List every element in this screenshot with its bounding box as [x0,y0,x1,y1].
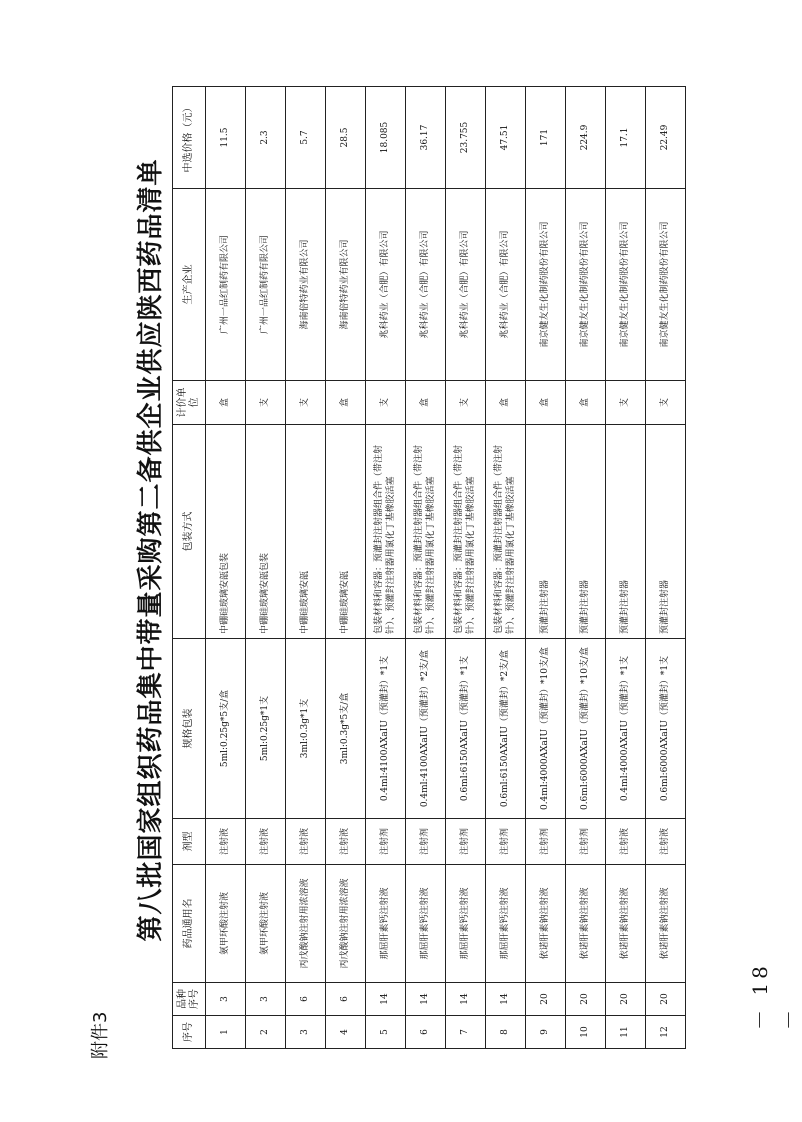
table-row [326,87,366,1049]
col-spec-package: 0.4ml:4000AXaIU（预灌封）*1支 [606,639,646,819]
col-drug-name: 依诺肝素钠注射液 [646,865,686,983]
header-col-index: 序号 [173,1016,206,1049]
col-packaging-method: 中硼硅玻璃安瓿包装 [246,425,286,639]
col-index: 9 [526,1016,566,1049]
col-dosage-form: 注射液 [326,819,366,865]
col-manufacturer: 兆科药业（合肥）有限公司 [486,189,526,381]
col-packaging-method: 预灌封注射器 [646,425,686,639]
col-spec-package: 0.6ml:6000AXaIU（预灌封）*10支/盒 [566,639,606,819]
col-manufacturer: 南京健友生化制药股份有限公司 [526,189,566,381]
col-price: 11.5 [206,87,246,189]
table-row [526,87,566,1049]
col-dosage-form: 注射剂 [486,819,526,865]
col-variety-index: 20 [646,983,686,1016]
col-drug-name: 依诺肝素钠注射液 [526,865,566,983]
col-price: 224.9 [566,87,606,189]
col-drug-name: 丙戊酸钠注射用浓溶液 [286,865,326,983]
col-index: 10 [566,1016,606,1049]
col-dosage-form: 注射液 [206,819,246,865]
col-dosage-form: 注射剂 [406,819,446,865]
col-manufacturer: 南京健友生化制药股份有限公司 [646,189,686,381]
col-pricing-unit: 支 [286,381,326,425]
col-dosage-form: 注射剂 [446,819,486,865]
col-variety-index: 6 [326,983,366,1016]
col-packaging-method: 包装材料和容器：预灌封注射器组合件（带注射针）、预灌封注射器用氯化丁基橡胶活塞 [486,425,526,639]
header-col-variety-index: 品种序号 [173,983,206,1016]
col-price: 36.17 [406,87,446,189]
col-variety-index: 14 [406,983,446,1016]
header-col-packaging-method: 包装方式 [173,425,206,639]
table-row [566,87,606,1049]
col-variety-index: 3 [246,983,286,1016]
col-price: 2.3 [246,87,286,189]
col-packaging-method: 中硼硅玻璃安瓿 [286,425,326,639]
col-manufacturer: 南京健友生化制药股份有限公司 [566,189,606,381]
col-index: 8 [486,1016,526,1049]
col-price: 5.7 [286,87,326,189]
table-body [206,87,686,1049]
col-drug-name: 氨甲环酸注射液 [246,865,286,983]
col-index: 6 [406,1016,446,1049]
col-spec-package: 0.4ml:4100AXaIU（预灌封）*2支/盒 [406,639,446,819]
col-drug-name: 依诺肝素钠注射液 [606,865,646,983]
col-index: 11 [606,1016,646,1049]
col-spec-package: 0.6ml:6000AXaIU（预灌封）*1支 [646,639,686,819]
col-spec-package: 3ml:0.3g*1支 [286,639,326,819]
col-price: 22.49 [646,87,686,189]
col-dosage-form: 注射液 [606,819,646,865]
col-manufacturer: 广州一品红制药有限公司 [246,189,286,381]
table-row [646,87,686,1049]
col-index: 3 [286,1016,326,1049]
col-variety-index: 14 [366,983,406,1016]
col-variety-index: 20 [606,983,646,1016]
col-price: 171 [526,87,566,189]
col-spec-package: 3ml:0.3g*5支/盒 [326,639,366,819]
col-spec-package: 0.6ml:6150AXaIU（预灌封）*2支/盒 [486,639,526,819]
col-manufacturer: 兆科药业（合肥）有限公司 [406,189,446,381]
col-manufacturer: 海南倍特药业有限公司 [286,189,326,381]
col-manufacturer: 广州一品红制药有限公司 [206,189,246,381]
col-price: 23.755 [446,87,486,189]
col-price: 28.5 [326,87,366,189]
header-col-dosage-form: 剂型 [173,819,206,865]
header-col-drug-name: 药品通用名 [173,865,206,983]
col-price: 18.085 [366,87,406,189]
col-dosage-form: 注射剂 [526,819,566,865]
col-pricing-unit: 盒 [406,381,446,425]
col-drug-name: 那屈肝素钙注射液 [446,865,486,983]
col-packaging-method: 包装材料和容器：预灌封注射器组合件（带注射针）、预灌封注射器用氯化丁基橡胶活塞 [406,425,446,639]
col-manufacturer: 海南倍特药业有限公司 [326,189,366,381]
col-variety-index: 6 [286,983,326,1016]
col-manufacturer: 兆科药业（合肥）有限公司 [366,189,406,381]
col-drug-name: 氨甲环酸注射液 [206,865,246,983]
col-dosage-form: 注射液 [646,819,686,865]
document-title: 第八批国家组织药品集中带量采购第二备供企业供应陕西药品清单 [136,158,166,942]
table-row [606,87,646,1049]
col-packaging-method: 预灌封注射器 [566,425,606,639]
col-pricing-unit: 盒 [326,381,366,425]
col-dosage-form: 注射剂 [366,819,406,865]
col-packaging-method: 预灌封注射器 [526,425,566,639]
col-drug-name: 那屈肝素钙注射液 [486,865,526,983]
col-index: 5 [366,1016,406,1049]
col-packaging-method: 包装材料和容器：预灌封注射器组合件（带注射针）、预灌封注射器用氯化丁基橡胶活塞 [366,425,406,639]
col-pricing-unit: 支 [646,381,686,425]
col-manufacturer: 兆科药业（合肥）有限公司 [446,189,486,381]
col-drug-name: 那屈肝素钙注射液 [406,865,446,983]
col-pricing-unit: 盒 [566,381,606,425]
header-col-price: 中选价格（元） [173,87,206,189]
col-variety-index: 20 [566,983,606,1016]
col-drug-name: 依诺肝素钠注射液 [566,865,606,983]
col-pricing-unit: 支 [606,381,646,425]
col-price: 17.1 [606,87,646,189]
col-spec-package: 0.4ml:4000AXaIU（预灌封）*10支/盒 [526,639,566,819]
page-number: － 18 － [748,962,801,1030]
col-pricing-unit: 盒 [486,381,526,425]
table-row [286,87,326,1049]
col-spec-package: 0.6ml:6150AXaIU（预灌封）*1支 [446,639,486,819]
col-pricing-unit: 支 [366,381,406,425]
col-pricing-unit: 盒 [206,381,246,425]
table-row [206,87,246,1049]
table-row [246,87,286,1049]
header-col-manufacturer: 生产企业 [173,189,206,381]
col-spec-package: 5ml:0.25g*1支 [246,639,286,819]
col-index: 12 [646,1016,686,1049]
drug-list-table [172,86,686,1049]
col-spec-package: 0.4ml:4100AXaIU（预灌封）*1支 [366,639,406,819]
col-pricing-unit: 支 [246,381,286,425]
col-packaging-method: 预灌封注射器 [606,425,646,639]
col-price: 47.51 [486,87,526,189]
table-row [406,87,446,1049]
col-packaging-method: 包装材料和容器：预灌封注射器组合件（带注射针）、预灌封注射器用氯化丁基橡胶活塞 [446,425,486,639]
col-dosage-form: 注射液 [246,819,286,865]
col-index: 7 [446,1016,486,1049]
col-packaging-method: 中硼硅玻璃安瓿 [326,425,366,639]
col-index: 4 [326,1016,366,1049]
col-variety-index: 14 [446,983,486,1016]
col-pricing-unit: 支 [446,381,486,425]
col-index: 1 [206,1016,246,1049]
col-variety-index: 3 [206,983,246,1016]
col-dosage-form: 注射剂 [566,819,606,865]
table-row [366,87,406,1049]
col-packaging-method: 中硼硅玻璃安瓿包装 [206,425,246,639]
col-variety-index: 14 [486,983,526,1016]
col-spec-package: 5ml:0.25g*5支/盒 [206,639,246,819]
table-row [486,87,526,1049]
col-drug-name: 那屈肝素钙注射液 [366,865,406,983]
header-col-pricing-unit: 计价单位 [173,381,206,425]
col-dosage-form: 注射液 [286,819,326,865]
col-manufacturer: 南京健友生化制药股份有限公司 [606,189,646,381]
col-index: 2 [246,1016,286,1049]
col-pricing-unit: 盒 [526,381,566,425]
attachment-label: 附件3 [90,1011,111,1059]
header-col-spec-package: 规格包装 [173,639,206,819]
table-header-row [173,87,206,1049]
col-variety-index: 20 [526,983,566,1016]
table-row [446,87,486,1049]
col-drug-name: 丙戊酸钠注射用浓溶液 [326,865,366,983]
